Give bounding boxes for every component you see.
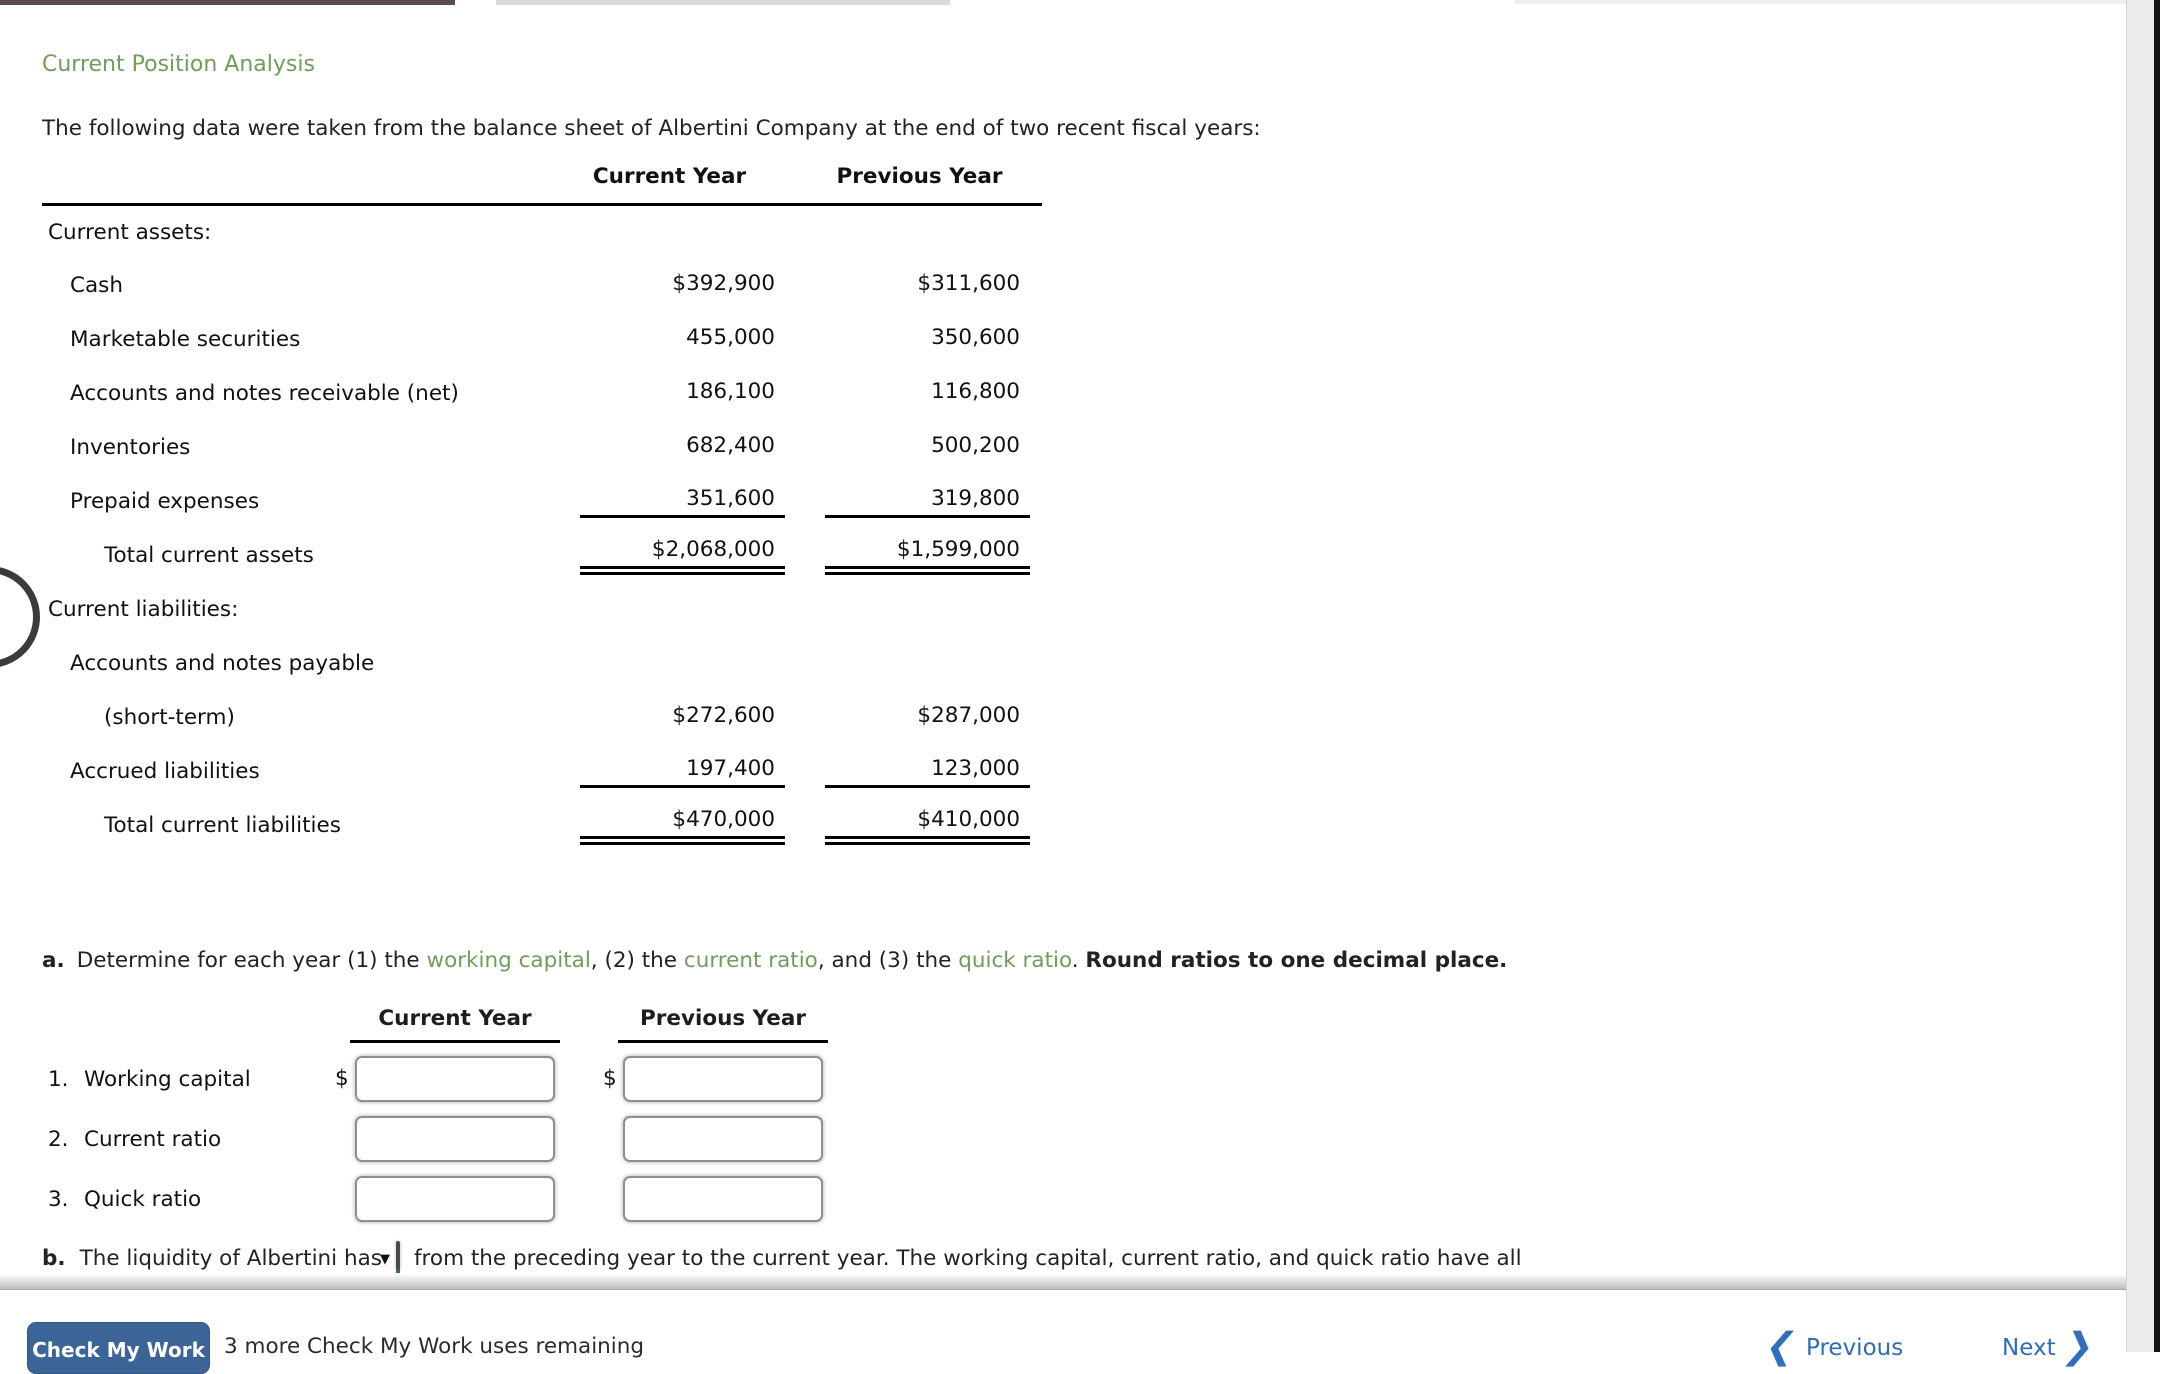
question-a-bold-note: Round ratios to one decimal place. xyxy=(1085,948,1508,973)
previous-year-amount: $1,599,000 xyxy=(825,537,1030,575)
row-label: Prepaid expenses xyxy=(70,489,260,514)
previous-year-amount: 319,800 xyxy=(825,486,1030,518)
quick-ratio-previous-year-input[interactable] xyxy=(623,1176,823,1222)
current-year-amount: $2,068,000 xyxy=(580,537,785,575)
previous-year-amount xyxy=(825,649,1030,679)
balance-sheet-row xyxy=(42,529,1042,583)
previous-year-amount: $287,000 xyxy=(917,702,1020,728)
quick-ratio-current-year-input[interactable] xyxy=(355,1176,555,1222)
balance-sheet-row xyxy=(42,475,1042,529)
tab-strip-remnant-dark xyxy=(0,0,455,5)
working-capital-previous-year-input[interactable] xyxy=(623,1056,823,1102)
question-a-number: a. xyxy=(42,948,65,973)
balance-sheet-row xyxy=(42,637,1042,691)
answer-row-text: Quick ratio xyxy=(84,1186,202,1212)
answer-row-label xyxy=(48,1176,201,1222)
current-year-amount: 682,400 xyxy=(686,432,775,458)
previous-year-amount: $410,000 xyxy=(825,807,1030,845)
current-year-amount xyxy=(580,217,785,247)
current-year-amount xyxy=(580,595,785,625)
tab-strip-remnant-light xyxy=(496,0,950,5)
balance-sheet-row xyxy=(42,259,1042,313)
question-a xyxy=(42,948,1742,973)
liquidity-change-select[interactable] xyxy=(379,1241,400,1270)
answers-previous-year-header: Previous Year xyxy=(618,1006,828,1043)
previous-year-amount: 123,000 xyxy=(825,756,1030,788)
balance-sheet-row xyxy=(42,313,1042,367)
current-year-amount: 186,100 xyxy=(686,378,775,404)
check-my-work-button[interactable]: Check My Work xyxy=(27,1322,210,1374)
answers-grid xyxy=(42,1006,942,1236)
working-capital-current-year-input[interactable] xyxy=(355,1056,555,1102)
next-chevron-icon[interactable]: ❯ xyxy=(2059,1326,2099,1367)
question-b xyxy=(42,1243,1522,1273)
footer-separator-gradient xyxy=(0,1274,2126,1290)
current-year-amount: 197,400 xyxy=(580,756,785,788)
chevron-down-icon: ▼ xyxy=(379,1252,390,1267)
answer-row-text: Working capital xyxy=(84,1066,251,1092)
answer-row-text: Current ratio xyxy=(84,1126,222,1152)
previous-year-amount: 350,600 xyxy=(931,324,1020,350)
row-label: Accounts and notes payable xyxy=(70,651,375,676)
previous-button[interactable]: Previous xyxy=(1806,1335,1904,1361)
current-year-amount: $272,600 xyxy=(672,702,775,728)
row-label: Accrued liabilities xyxy=(70,759,260,784)
previous-year-amount xyxy=(825,595,1030,625)
balance-sheet-row xyxy=(42,799,1042,853)
next-button[interactable]: Next xyxy=(2002,1335,2056,1361)
current-year-amount: 351,600 xyxy=(580,486,785,518)
answers-current-year-header: Current Year xyxy=(350,1006,560,1043)
balance-sheet-row xyxy=(42,691,1042,745)
question-a-text-2: , (2) the xyxy=(590,948,684,973)
current-year-amount: 455,000 xyxy=(686,324,775,350)
row-label: Total current assets xyxy=(104,543,314,568)
edge-circle-decoration xyxy=(0,566,40,668)
answer-row-number: 2. xyxy=(48,1126,69,1152)
answer-row-label xyxy=(48,1116,221,1162)
row-label: Marketable securities xyxy=(70,327,301,352)
question-b-text-after: from the preceding year to the current year. The working capital, current ratio, and quick ratio have all xyxy=(413,1245,1522,1271)
row-label: Current liabilities: xyxy=(48,597,239,622)
row-label: Accounts and notes receivable (net) xyxy=(70,381,459,406)
dollar-sign: $ xyxy=(603,1066,617,1091)
page-title: Current Position Analysis xyxy=(42,52,315,77)
answer-row-label xyxy=(48,1056,251,1102)
balance-sheet-row xyxy=(42,205,1042,259)
question-b-text-before: The liquidity of Albertini has xyxy=(79,1245,382,1271)
working-capital-link[interactable]: working capital xyxy=(426,948,591,973)
balance-sheet-row xyxy=(42,367,1042,421)
dollar-sign: $ xyxy=(335,1066,349,1091)
current-ratio-previous-year-input[interactable] xyxy=(623,1116,823,1162)
previous-year-amount: 500,200 xyxy=(931,432,1020,458)
check-my-work-uses-note: 3 more Check My Work uses remaining xyxy=(224,1334,645,1359)
balance-sheet-header-row xyxy=(42,164,1042,205)
answer-row-number: 3. xyxy=(48,1186,69,1212)
row-label: Cash xyxy=(70,273,124,298)
current-ratio-link[interactable]: current ratio xyxy=(683,948,818,973)
previous-year-amount: $311,600 xyxy=(917,270,1020,296)
window-right-edge xyxy=(2154,0,2160,1352)
previous-year-amount xyxy=(825,217,1030,247)
previous-chevron-icon[interactable]: ❮ xyxy=(1761,1326,1801,1367)
row-label: (short-term) xyxy=(104,705,235,730)
quick-ratio-link[interactable]: quick ratio xyxy=(958,948,1072,973)
balance-sheet-row xyxy=(42,745,1042,799)
current-ratio-current-year-input[interactable] xyxy=(355,1116,555,1162)
tab-strip-remnant-faint xyxy=(1515,0,2126,4)
liquidity-select-wrap xyxy=(379,1243,400,1273)
balance-sheet-table xyxy=(42,164,1042,853)
label-column-header xyxy=(42,164,542,205)
row-label: Inventories xyxy=(70,435,191,460)
current-year-amount xyxy=(580,649,785,679)
balance-sheet-row xyxy=(42,583,1042,637)
question-b-number: b. xyxy=(42,1245,66,1271)
current-year-amount: $470,000 xyxy=(580,807,785,845)
question-a-text-3: , and (3) the xyxy=(817,948,959,973)
row-label: Total current liabilities xyxy=(104,813,341,838)
current-year-column-header: Current Year xyxy=(542,164,797,205)
problem-intro-text: The following data were taken from the balance sheet of Albertini Company at the end of two recent fiscal years: xyxy=(42,116,1261,141)
current-year-amount: $392,900 xyxy=(672,270,775,296)
row-label: Current assets: xyxy=(48,219,212,245)
balance-sheet-row xyxy=(42,421,1042,475)
previous-year-amount: 116,800 xyxy=(931,378,1020,404)
answer-row-number: 1. xyxy=(48,1066,69,1092)
previous-year-column-header: Previous Year xyxy=(797,164,1042,205)
vertical-scrollbar-track[interactable] xyxy=(2126,0,2154,1352)
question-a-text-1: Determine for each year (1) the xyxy=(76,948,427,973)
question-a-text-4: . xyxy=(1071,948,1086,973)
